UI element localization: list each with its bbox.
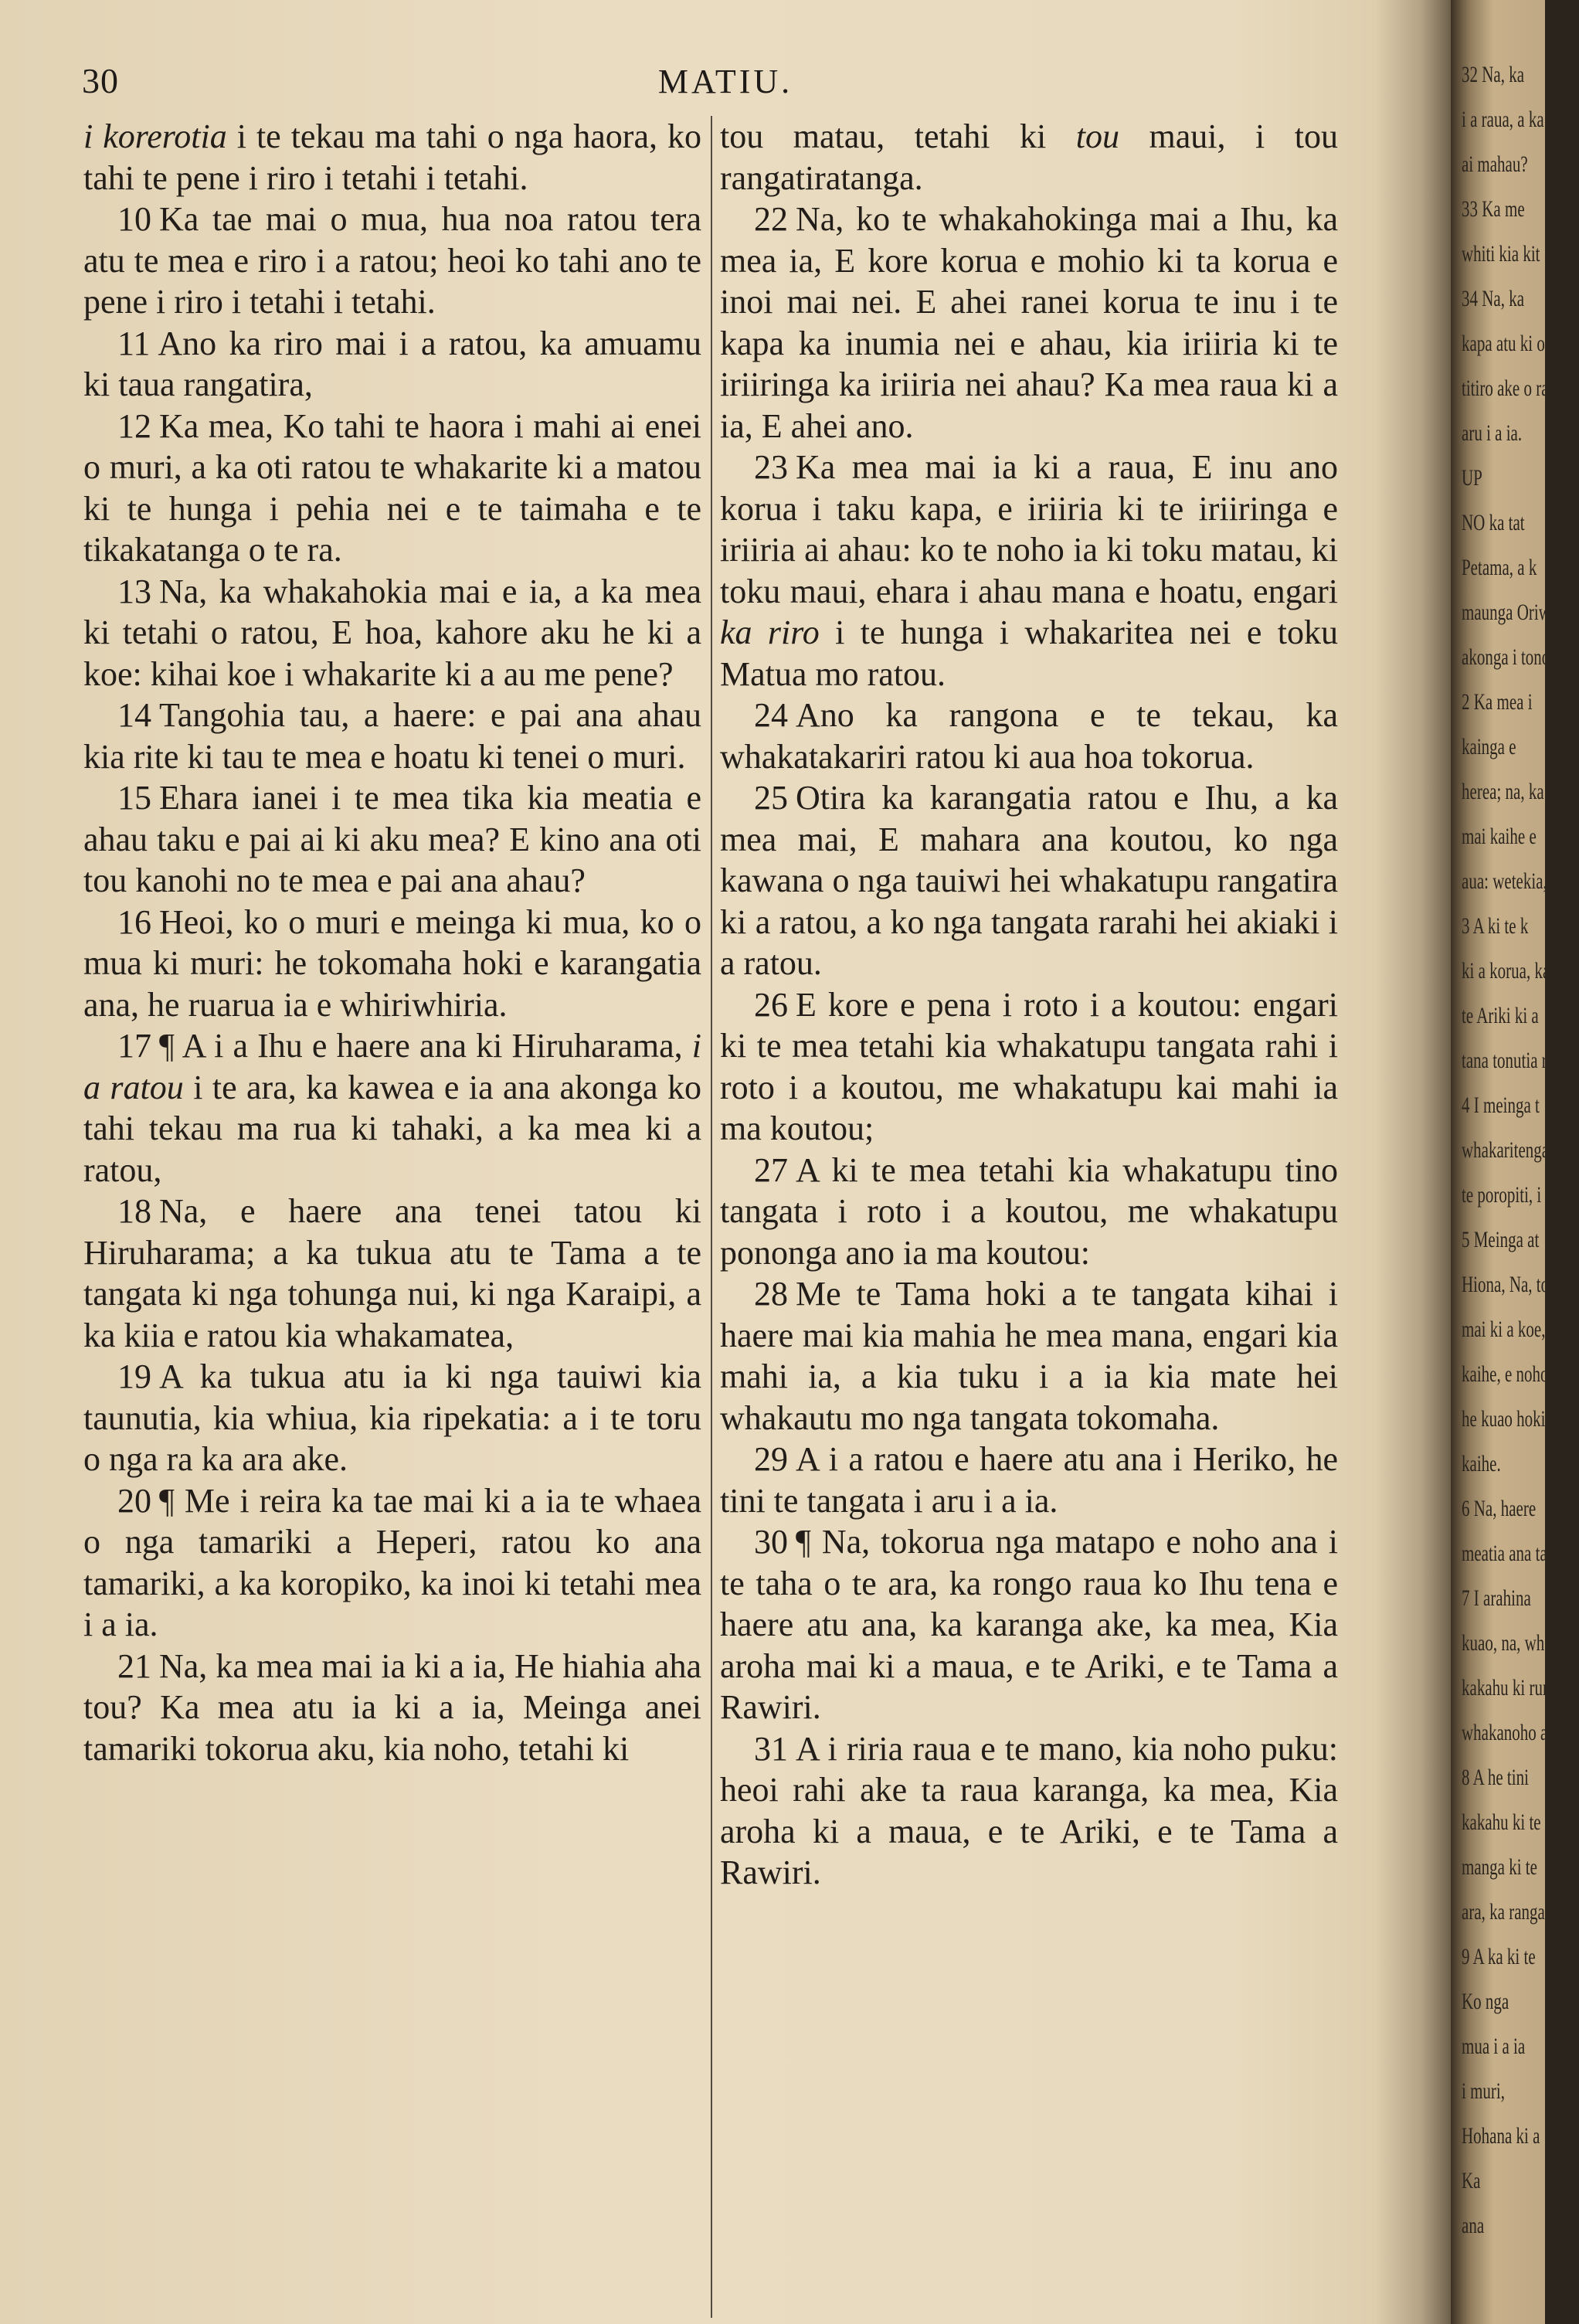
facing-page-fragment: Hiona, Na, tou [1462,1272,1557,1297]
verse-number: 16 [117,902,151,941]
verse-18 [83,1191,701,1356]
verse-text: Ano ka riro mai i a ratou, ka amuamu ki taua rangatira, [83,324,701,403]
verse-text: A i riria raua e te mano, kia noho puku: heoi rahi ake ta raua karanga, ka mea, Kia aroha ki a maua, e te Ariki, e te Tama a Rawiri. [720,1729,1338,1891]
facing-page-fragment: mua i a ia [1462,2034,1526,2059]
verse-number: 15 [117,779,151,817]
facing-page-fragment: 6 Na, haere [1462,1496,1537,1521]
verse-14 [83,695,701,777]
facing-page-fragment: kaihe, e noho an [1462,1361,1568,1387]
verse-12 [83,406,701,571]
facing-page-fragment: mai kaihe e [1462,824,1537,849]
facing-page-fragment: te poropiti, i [1462,1182,1542,1208]
verse-11 [83,323,701,406]
facing-page-fragment: te Ariki ki a [1462,1003,1539,1028]
facing-page-fragment: 34 Na, ka [1462,286,1525,311]
facing-page-fragment: 5 Meinga at [1462,1227,1540,1252]
facing-page-fragment: ana [1462,2213,1485,2238]
facing-page-fragment: he kuao hoki [1462,1406,1546,1432]
verse-number: 14 [117,696,151,734]
verse-text: ¶ A i a Ihu e haere ana ki Hiruharama, [159,1027,692,1065]
facing-page-fragment: 32 Na, ka [1462,62,1525,87]
facing-page-fragment: 8 A he tini [1462,1765,1529,1790]
facing-page-fragment: herea; na, ka [1462,779,1544,804]
facing-page-fragment: aru i a ia. [1462,420,1523,446]
verse-19 [83,1356,701,1480]
verse-number: 18 [117,1192,151,1230]
verse-text: Na, ka whakahokia mai e ia, a ka mea ki tetahi o ratou, E hoa, kahore aku he ki a koe: kihai koe i whakarite ki a au me pene? [83,572,701,693]
verse-text: ¶ Na, tokorua nga matapo e noho ana i te taha o te ara, ka rongo raua ko Ihu tena e haere atu ana, ka karanga ake, ka mea, Kia aroha mai ki a maua, e te Ariki, e te Tama a Rawiri. [720,1523,1338,1726]
verse-text: maui, i tou rangatiratanga. [720,117,1338,197]
verse-text: Ka tae mai o mua, hua noa ratou tera atu te mea e riro i a ratou; heoi ko tahi ano te pene i riro i tetahi i tetahi. [83,200,701,321]
verse-number: 24 [754,696,788,734]
italic-text: tou [1075,117,1119,155]
verse-text: Tangohia tau, a haere: e pai ana ahau kia rite ki tau te mea e hoatu ki tenei o muri. [83,696,701,776]
italic-text: ka riro [720,613,820,651]
verse-27 [720,1150,1338,1274]
facing-page-fragment: 3 A ki te k [1462,913,1529,939]
verse-text: E kore e pena i roto i a koutou: engari ki te mea tetahi kia whakatupu tangata rahi i roto i a koutou, me whakatupu kai mahi ia ma koutou; [720,985,1338,1147]
verse-number: 28 [754,1275,788,1313]
verse-text: i te ara, ka kawea e ia ana akonga ko tahi tekau ma rua ki tahaki, a ka mea ki a ratou, [83,1068,701,1189]
verse-number: 19 [117,1357,151,1395]
running-title: MATIU. [657,63,793,100]
verse-25 [720,777,1338,984]
verse-text: Na, e haere ana tenei tatou ki Hiruharama; a ka tukua atu te Tama a te tangata ki nga tohunga nui, ki nga Karaipi, a ka kiia e ratou kia whakamatea, [83,1192,701,1354]
facing-page-fragment: Ko nga [1462,1989,1509,2014]
facing-page-fragment: Hohana ki a [1462,2123,1540,2149]
verse-26 [720,984,1338,1150]
facing-page-fragment: kakahu ki runga [1462,1675,1567,1701]
verse-text: A ka tukua atu ia ki nga tauiwi kia taunutia, kia whiua, kia ripekatia: a i te toru o nga ra ka ara ake. [83,1357,701,1478]
facing-page-fragment: kainga e [1462,734,1516,759]
verse-text: Otira ka karangatia ratou e Ihu, a ka mea mai, E mahara ana koutou, ko nga kawana o nga tauiwi hei whakatupu rangatira ki a ratou, a ko nga tangata rarahi hei akiaki i a ratou. [720,779,1338,982]
gutter-shadow [1375,0,1452,2324]
facing-page-fragment: kapa atu ki o [1462,331,1545,356]
facing-page-fragment: 4 I meinga t [1462,1092,1540,1118]
facing-page-fragment: ki a korua, ka [1462,958,1550,984]
verse-number: 11 [117,324,151,362]
facing-page-fragment: maunga Oriw [1462,600,1550,625]
verse-16 [83,902,701,1026]
verse-15 [83,777,701,902]
facing-page-fragment: kaihe. [1462,1451,1501,1476]
facing-page-fragment: mai ki a koe, [1462,1317,1546,1342]
verse-continuation [720,116,1338,199]
italic-text: i a ratou [83,1027,701,1106]
verse-continuation [83,116,701,199]
facing-page-fragment: whakanoho ana ia [1462,1720,1579,1745]
facing-page-edge [1451,0,1579,2324]
verse-text: i te hunga i whakaritea nei e toku Matua mo ratou. [720,613,1338,693]
verse-29 [720,1439,1338,1521]
verse-number: 29 [754,1440,788,1478]
facing-page-fragment: whakaritenga r [1462,1137,1559,1163]
verse-text: Heoi, ko o muri e meinga ki mua, ko o mua ki muri: he tokomaha hoki e karangatia ana, he ruarua ia e whiriwhiria. [83,902,701,1024]
verse-13 [83,571,701,695]
verse-number: 26 [754,985,788,1024]
verse-30 [720,1521,1338,1728]
right-text-column [720,116,1338,1894]
verse-number: 22 [754,200,788,238]
facing-page-fragment: manga ki te [1462,1854,1537,1880]
facing-page-fragment: i a raua, a ka [1462,107,1544,132]
verse-21 [83,1646,701,1770]
verse-number: 12 [117,406,151,445]
facing-page-fragment: UP [1462,465,1482,491]
verse-text: i te tekau ma tahi o nga haora, ko tahi te pene i riro i tetahi i tetahi. [83,117,701,197]
page-number: 30 [82,61,119,100]
column-divider [711,116,712,2318]
verse-number: 21 [117,1646,151,1685]
verse-23 [720,447,1338,695]
left-text-column [83,116,701,1769]
verse-text: Na, ka mea mai ia ki a ia, He hiahia aha tou? Ka mea atu ia ki a ia, Meinga anei tamariki tokorua aku, kia noho, tetahi ki [83,1646,701,1768]
verse-number: 31 [754,1729,788,1768]
facing-page-fragment: aua: wetekia, [1462,868,1547,894]
facing-page-fragment: Ka [1462,2168,1481,2193]
verse-number: 10 [117,200,151,238]
facing-page-fragment: 9 A ka ki te [1462,1944,1536,1969]
verse-number: 23 [754,448,788,486]
verse-number: 20 [117,1481,151,1520]
facing-page-fragment: meatia ana ta [1462,1541,1547,1566]
facing-page-fragment: 7 I arahina [1462,1585,1531,1611]
verse-text: Ka mea mai ia ki a raua, E inu ano korua i taku kapa, e iriiria ki te iriiringa e iriiria ai ahau: ko te noho ia ki toku matau, ki toku maui, ehara i ahau mana e hoatu, engari [720,448,1338,610]
verse-20 [83,1480,701,1646]
verse-text: A i a ratou e haere atu ana i Heriko, he tini te tangata i aru i a ia. [720,1440,1338,1520]
verse-number: 27 [754,1150,788,1189]
facing-page-fragment: 33 Ka me [1462,196,1525,222]
verse-22 [720,199,1338,447]
facing-page-fragment: kakahu ki te [1462,1809,1541,1835]
facing-page-fragment: Petama, a k [1462,555,1537,580]
verse-17 [83,1025,701,1191]
verse-28 [720,1273,1338,1439]
verse-text: Ano ka rangona e te tekau, ka whakatakariri ratou ki aua hoa tokorua. [720,696,1338,776]
verse-10 [83,199,701,323]
verse-text: Me te Tama hoki a te tangata kihai i haere mai kia mahia he mea mana, engari kia mahi ia, a kia tuku i a ia kia mate hei whakautu mo nga tangata tokomaha. [720,1275,1338,1437]
verse-text: ¶ Me i reira ka tae mai ki a ia te whaea o nga tamariki a Heperi, ratou ko ana tamariki, a ka koropiko, ka inoi ki tetahi mea i a ia. [83,1481,701,1643]
facing-page-fragment: 2 Ka mea i [1462,689,1533,715]
verse-text: Ehara ianei i te mea tika kia meatia e ahau taku e pai ai ki aku mea? E kino ana oti tou kanohi no te mea e pai ana ahau? [83,779,701,899]
facing-page-fragment: i muri, [1462,2078,1505,2104]
facing-page-fragment: ara, ka ranga a [1462,1899,1557,1925]
verse-24 [720,695,1338,777]
facing-page-fragment: titiro ake o ra [1462,375,1549,401]
facing-page-fragment: whiti kia kit [1462,241,1540,267]
verse-number: 30 [754,1523,788,1561]
verse-number: 17 [117,1027,151,1065]
italic-text: i korerotia [83,117,227,155]
verse-number: 25 [754,779,788,817]
facing-page-fragment: NO ka tat [1462,510,1525,535]
facing-page-fragment: ai mahau? [1462,151,1528,177]
facing-page-fragment: tana tonutia r [1462,1048,1547,1073]
verse-text: Ka mea, Ko tahi te haora i mahi ai enei o muri, a ka oti ratou te whakarite ki a matou ki te hunga i pehia nei e te taimaha e te tikakatanga o te ra. [83,406,701,569]
verse-text: Na, ko te whakahokinga mai a Ihu, ka mea ia, E kore korua e mohio ki ta korua e inoi mai nei. E ahei ranei korua te inu i te kapa ka inumia nei e ahau, kia iriiria ki te iriiringa ka iriiria nei ahau? Ka mea raua ki a ia, E ahei ano. [720,200,1338,445]
verse-text: A ki te mea tetahi kia whakatupu tino tangata i roto i a koutou, me whakatupu pononga ano ia ma koutou: [720,1150,1338,1272]
facing-page-fragment: kuao, na, wha [1462,1630,1552,1656]
verse-31 [720,1728,1338,1894]
verse-number: 13 [117,572,151,610]
facing-page-fragment: akonga i tonoa [1462,644,1557,670]
verse-text: tou matau, tetahi ki [720,117,1076,155]
